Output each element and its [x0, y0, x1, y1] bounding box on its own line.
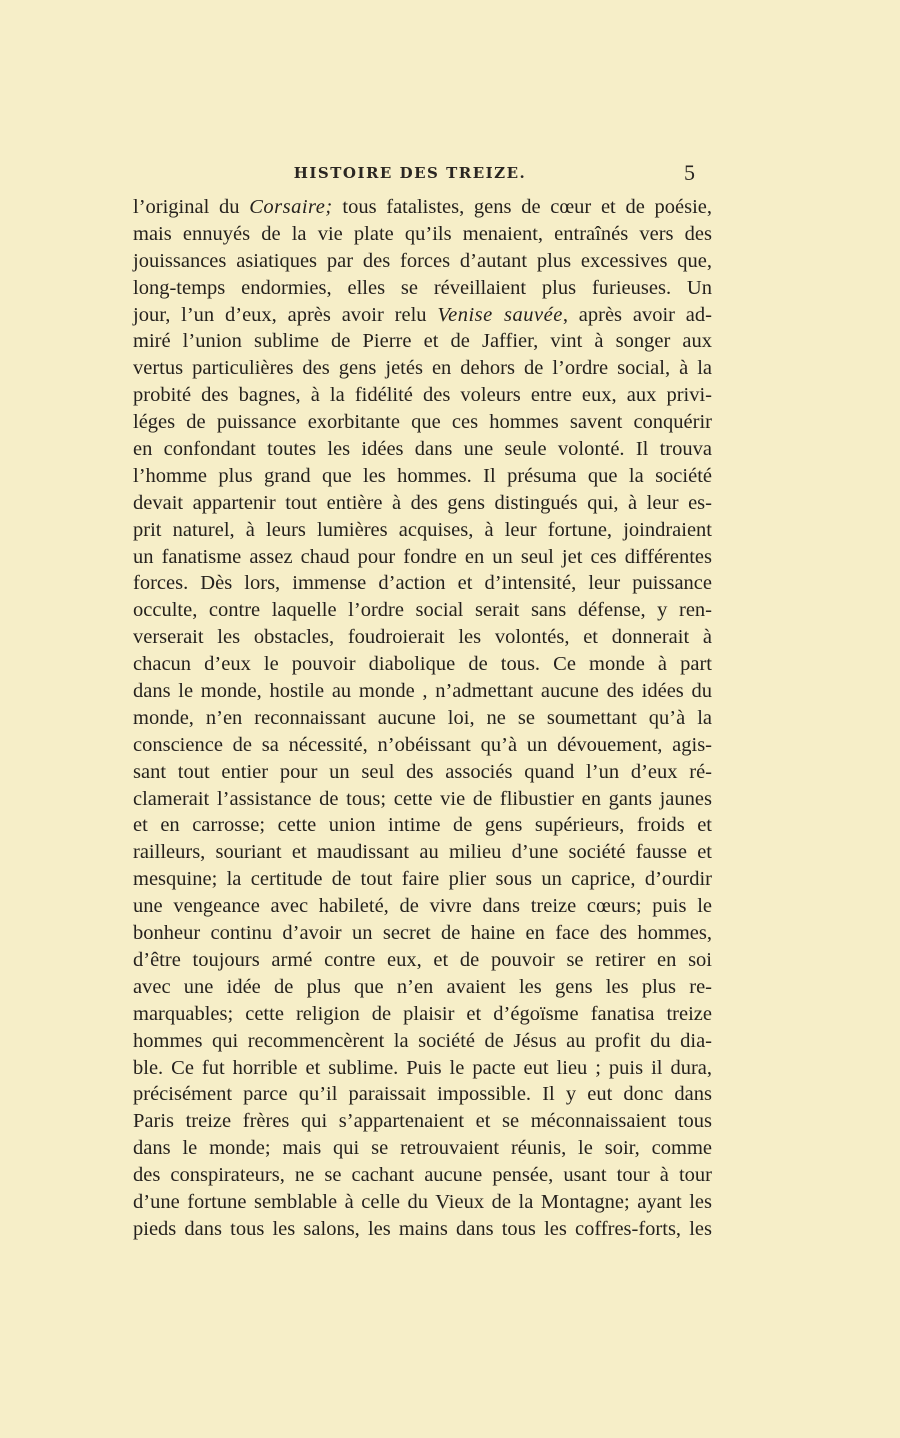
text-segment: ble. Ce fut horrible et sublime. Puis le pacte eut lieu ; puis il dura, — [133, 1056, 712, 1079]
text-segment: en confondant toutes les idées dans une seule volonté. Il trouva — [133, 438, 712, 461]
text-segment: et en carrosse; cette union intime de gens supérieurs, froids et — [133, 814, 712, 837]
text-line — [133, 248, 712, 275]
text-line — [133, 866, 712, 893]
text-segment: verserait les obstacles, foudroierait les volontés, et donnerait à — [133, 626, 712, 649]
text-segment: dans le monde; mais qui se retrouvaient réunis, le soir, comme — [133, 1137, 712, 1160]
text-line — [133, 221, 712, 248]
text-line — [133, 947, 712, 974]
text-segment: hommes qui recommencèrent la société de Jésus au profit du dia- — [133, 1029, 712, 1052]
text-segment: chacun d’eux le pouvoir diabolique de tous. Ce monde à part — [133, 653, 712, 676]
text-segment: miré l’union sublime de Pierre et de Jaffier, vint à songer aux — [133, 330, 712, 353]
text-line — [133, 1001, 712, 1028]
text-line — [133, 194, 712, 221]
text-segment: clamerait l’assistance de tous; cette vie de flibustier en gants jaunes — [133, 787, 712, 810]
text-line — [133, 1216, 712, 1243]
text-segment: précisément parce qu’il paraissait impossible. Il y eut donc dans — [133, 1083, 712, 1106]
text-line — [133, 382, 712, 409]
text-line — [133, 302, 712, 329]
text-segment: bonheur continu d’avoir un secret de haine en face des hommes, — [133, 922, 712, 945]
text-segment: avec une idée de plus que n’en avaient les gens les plus re- — [133, 975, 712, 998]
text-segment: un fanatisme assez chaud pour fondre en un seul jet ces différentes — [133, 545, 712, 568]
text-line — [133, 463, 712, 490]
text-segment: forces. Dès lors, immense d’action et d’intensité, leur puissance — [133, 572, 712, 595]
text-segment: occulte, contre laquelle l’ordre social serait sans défense, y ren- — [133, 599, 712, 622]
text-line — [133, 409, 712, 436]
text-line — [133, 678, 712, 705]
text-line — [133, 355, 712, 382]
text-line — [133, 1028, 712, 1055]
text-segment: l’homme plus grand que les hommes. Il présuma que la société — [133, 464, 712, 487]
text-line — [133, 651, 712, 678]
text-line — [133, 1081, 712, 1108]
text-segment: jour, l’un d’eux, après avoir relu — [133, 303, 438, 326]
text-segment: tous fatalistes, gens de cœur et de poésie, — [332, 196, 712, 218]
text-line — [133, 732, 712, 759]
text-segment: monde, n’en reconnaissant aucune loi, ne se soumettant qu’à la — [133, 706, 712, 729]
text-segment: pieds dans tous les salons, les mains dans tous les coffres-forts, les — [133, 1217, 712, 1240]
text-segment: prit naturel, à leurs lumières acquises, à leur fortune, joindraient — [133, 518, 712, 541]
text-line — [133, 812, 712, 839]
text-segment: , après avoir ad- — [562, 303, 712, 326]
italic-title: Venise sauvée — [437, 303, 563, 326]
text-line — [133, 597, 712, 624]
text-line — [133, 759, 712, 786]
text-segment: mesquine; la certitude de tout faire plier sous un caprice, d’ourdir — [133, 868, 712, 891]
text-line — [133, 570, 712, 597]
text-line — [133, 974, 712, 1001]
text-segment: une vengeance avec habileté, de vivre dans treize cœurs; puis le — [133, 895, 712, 918]
text-segment: railleurs, souriant et maudissant au milieu d’une société fausse et — [133, 841, 712, 864]
text-segment: des conspirateurs, ne se cachant aucune pensée, usant tour à tour — [133, 1164, 712, 1187]
text-line — [133, 436, 712, 463]
text-segment: mais ennuyés de la vie plate qu’ils menaient, entraînés vers des — [133, 222, 712, 245]
running-head — [0, 160, 900, 190]
running-title: HISTOIRE DES TREIZE. — [293, 164, 527, 182]
page-number: 5 — [684, 160, 695, 185]
text-segment: d’une fortune semblable à celle du Vieux de la Montagne; ayant les — [133, 1190, 712, 1213]
text-segment: devait appartenir tout entière à des gens distingués qui, à leur es- — [133, 491, 712, 514]
text-line — [133, 490, 712, 517]
text-line — [133, 517, 712, 544]
text-segment: d’être toujours armé contre eux, et de pouvoir se retirer en soi — [133, 948, 712, 971]
text-line — [133, 1108, 712, 1135]
text-line — [133, 1189, 712, 1216]
text-segment: l’original du — [133, 196, 250, 218]
text-segment: léges de puissance exorbitante que ces hommes savent conquérir — [133, 411, 712, 434]
text-segment: marquables; cette religion de plaisir et d’égoïsme fanatisa treize — [133, 1002, 712, 1025]
text-line — [133, 705, 712, 732]
text-segment: dans le monde, hostile au monde , n’admettant aucune des idées du — [133, 680, 712, 703]
text-segment: conscience de sa nécessité, n’obéissant qu’à un dévouement, agis- — [133, 733, 712, 756]
text-segment: sant tout entier pour un seul des associés quand l’un d’eux ré- — [133, 760, 712, 783]
text-line — [133, 1162, 712, 1189]
text-line — [133, 624, 712, 651]
italic-title: Corsaire; — [249, 196, 333, 218]
body-text — [133, 194, 712, 1243]
text-line — [133, 1055, 712, 1082]
text-segment: jouissances asiatiques par des forces d’autant plus excessives que, — [133, 249, 712, 272]
text-line — [133, 839, 712, 866]
text-segment: probité des bagnes, à la fidélité des voleurs entre eux, aux privi- — [133, 384, 712, 407]
text-line — [133, 786, 712, 813]
text-segment: vertus particulières des gens jetés en dehors de l’ordre social, à la — [133, 357, 712, 380]
text-line — [133, 328, 712, 355]
text-line — [133, 275, 712, 302]
text-segment: long-temps endormies, elles se réveillaient plus furieuses. Un — [133, 276, 712, 299]
text-line — [133, 1135, 712, 1162]
text-segment: Paris treize frères qui s’appartenaient et se méconnaissaient tous — [133, 1110, 712, 1133]
text-line — [133, 893, 712, 920]
text-line — [133, 544, 712, 571]
text-line — [133, 920, 712, 947]
